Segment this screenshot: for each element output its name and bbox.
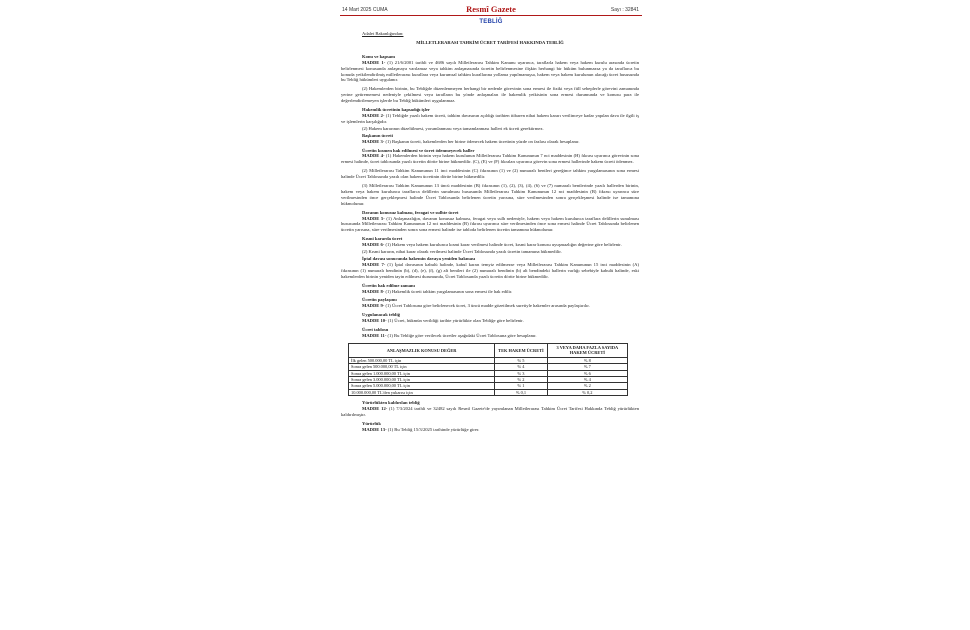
closing-articles <box>341 400 639 433</box>
article-paragraph <box>341 86 639 104</box>
single-arbitrator-fee-cell: % 3 <box>495 370 548 376</box>
article-heading: Kısmi kararda ücret <box>362 236 403 242</box>
single-arbitrator-fee-cell: % 4 <box>495 364 548 370</box>
article-text: (1) Başkanın ücreti, hakemlerden her birine ödenecek hakem ücretinin yüzde on fazlası olarak hesaplanır. <box>384 138 580 144</box>
article-text: (1) İptal davasının kabulü halinde, kabul kararı temyiz edilmezse veya Milletlerarası Tahkim Kanununun 15 inci maddesinin (A) fıkrasının (1) numaralı bendinin (b), (d), (e), (f), (g) alt bentleri ile (2) numaralı bendinin (b) alt bendindeki hallerin varlığı sebebiyle kabulü halinde, eski hakemlerden birinin yeniden tayin edilmesi durumunda, Ücret Tablosunda yazılı ücretin dörtte birine hükmedilir. <box>341 261 639 279</box>
dispute-value-cell: Sonra gelen 5.000.000,00 TL için <box>349 383 495 389</box>
article-paragraph <box>341 153 639 165</box>
panel-fee-cell: % 6 <box>547 370 627 376</box>
article-number: MADDE 11- <box>362 332 387 338</box>
panel-fee-cell: % 2 <box>547 383 627 389</box>
ministry-name: Adalet Bakanlığından: <box>362 31 404 36</box>
article-text: (2) Hakem kararının düzeltilmesi, yorumlanması veya tamamlanması halleri ek ücreti gerektirmez. <box>362 125 544 131</box>
article-text: (1) Anlaşmazlığın, davanın konusuz kalması, feragat veya sulh nedeniyle, hakem veya hakem kurulunca taraflara delillerin sunulması hususunda Milletlerarası Tahkim Kanununun 12 nci maddesinin (B) fıkrası uyarınca süre verilmesinden önce sona ermesi halinde Ücret Tablosunda belirlenen ücretin yarısına, süre verilmesinden sonra sona ermesi halinde ise tabloda belirlenen ücretin tamamına hükmolunur. <box>341 215 639 233</box>
fee-table-header: ANLAŞMAZLIK KONUSU DEĞER <box>349 343 495 357</box>
dispute-value-cell: İlk gelen 500.000,00 TL için <box>349 357 495 363</box>
article-text: (1) Tebliğde yazılı hakem ücreti, tahkim davasının açıldığı tarihten itibaren nihai hakem kararı verilinceye kadar yapılan dava ile ilgili iş ve işlemlerin karşılığıdır. <box>341 112 639 124</box>
article-paragraph <box>341 183 639 207</box>
panel-fee-cell: % 7 <box>547 364 627 370</box>
article-text: (2) Hakemlerden birinin, bu Tebliğde düzenlenmeyen herhangi bir nedenle görevinin sona ermesi ile fiziki veya fiilî sebeplerle görevini zamanında yerine getirememesi nedeniyle çekilmesi veya tarafların bu yönde anlaşmaları ile hakemlik yetkisinin sona ermesi durumunda ve konusu para ile değerlendirilemeyen işlerde bu Tebliğ hükümleri uygulanmaz. <box>341 86 639 104</box>
page-header <box>340 4 642 16</box>
issue-number: Sayı : 32841 <box>610 7 639 13</box>
article-heading: Ücretin kısmen hak edilmesi ve ücret ödenmeyecek haller <box>362 147 475 153</box>
article-heading: Davanın konusuz kalması, feragat ve sulhte ücret <box>362 209 459 215</box>
fee-table-row <box>349 389 628 395</box>
article-number: MADDE 10- <box>362 318 387 324</box>
fee-table-header: TEK HAKEM ÜCRETİ <box>495 343 548 357</box>
article-paragraph <box>341 60 639 84</box>
fee-table-header-row <box>349 343 628 357</box>
gazette-page <box>340 4 642 25</box>
newspaper-title: Resmî Gazete <box>466 4 516 14</box>
article-paragraph <box>341 333 639 339</box>
article-text: (2) Kısmi kararın, nihai karar olarak verilmesi halinde Ücret Tablosunda yazılı ücretin tamamına hükmedilir. <box>362 249 562 255</box>
dispute-value-cell: Sonra gelen 3.000.000,00 TL için <box>349 376 495 382</box>
dispute-value-cell: Sonra gelen 500.000,00 TL için <box>349 364 495 370</box>
article-paragraph <box>341 139 639 145</box>
document-title: MİLLETLERARASI TAHKİM ÜCRET TARİFESİ HAKKINDA TEBLİĞ <box>416 39 564 45</box>
article-number: MADDE 9- <box>362 303 385 309</box>
article-number: MADDE 12- <box>362 406 388 412</box>
article-text: (3) Milletlerarası Tahkim Kanununun 13 üncü maddesinin (B) fıkrasının (1), (2), (3), (4), (6) ve (7) numaralı bentlerinde yazılı hallerden birinin, hakem veya hakem kurulunca taraflarca delillerin sunulması hususunda Milletlerarası Tahkim Kanununun 12 nci maddesinin (B) fıkrası uyarınca süre verilmesinden önce gerçekleşmesi halinde Ücret Tablosunda belirlenen ücretin yarısına, süre verilmesinden sonra gerçekleşmesi halinde ise tamamına hükmolunur. <box>341 183 639 206</box>
article-paragraph <box>341 126 639 132</box>
panel-fee-cell: % 0,2 <box>547 389 627 395</box>
article-text: (2) Milletlerarası Tahkim Kanununun 11 inci maddesinin (C) fıkrasının (1) ve (2) numaralı bentleri gereğince tahkim yargılamasının sona ermesi halinde Ücret Tablosunda yazılı olan hakem ücretinin dörtte birine hükmedilir. <box>341 168 639 180</box>
single-arbitrator-fee-cell: % 5 <box>495 357 548 363</box>
article-heading: Yürürlük <box>362 420 381 426</box>
article-text: (1) Hakemlerden birinin veya hakem kurulunun Milletlerarası Tahkim Kanununun 7 nci maddesinin (H) fıkrası uyarınca görevinin sona ermesi halinde, ücret tablosunda yazılı ücretin dörtte birine hükmedilir. (C), (E) ve (F) fıkraları uyarınca görevin sona ermesi hallerinde hakem ücreti ödenmez. <box>341 153 639 165</box>
article-paragraph <box>341 318 639 324</box>
article-number: MADDE 1- <box>362 59 386 65</box>
dispute-value-cell: 10.000.000,00 TL'den yukarısı için <box>349 389 495 395</box>
article-heading: Başkanın ücreti <box>362 132 393 138</box>
article-heading: Yürürlükten kaldırılan tebliğ <box>362 400 420 406</box>
article-paragraph <box>341 262 639 280</box>
article-number: MADDE 5- <box>362 215 385 221</box>
article-paragraph <box>341 113 639 125</box>
article-text: (1) 7/3/2024 tarihli ve 32482 sayılı Resmî Gazete'de yayımlanan Milletlerarası Tahkim Ücret Tarifesi Hakkında Tebliğ yürürlükten kaldırılmıştır. <box>341 406 639 417</box>
article-paragraph <box>341 216 639 234</box>
article-text: (1) 21/6/2001 tarihli ve 4686 sayılı Milletlerarası Tahkim Kanunu uyarınca, taraflarla hakem veya hakem kurulu arasında ücretin belirlenmesi konusunda anlaşmaya varılamaz veya tahkim anlaşmasında ücretin belirlenmesine ilişkin herhangi bir hüküm bulunmazsa ya da taraflarca bu konuda yetkilendirilmiş milletlerarası kurallara veya kurumsal tahkim kurallarına yollama yapılmamışsa, hakem veya hakem kurulunun alacağı ücret hususunda bu Tebliğ hükümleri uygulanır. <box>341 59 639 83</box>
article-number: MADDE 8- <box>362 288 385 294</box>
article-paragraph <box>341 168 639 180</box>
article-heading: Ücretin hak edilme zamanı <box>362 282 415 288</box>
article-heading: Ücretin paylaşımı <box>362 297 397 303</box>
article-text: (1) Hakem veya hakem kurulunca kısmi karar verilmesi halinde ücret, kısmi karar konusu uyuşmazlığın değerine göre belirlenir. <box>384 242 622 248</box>
publication-date: 14 Mart 2025 CUMA <box>342 7 388 13</box>
dispute-value-cell: Sonra gelen 1.000.000,00 TL için <box>349 370 495 376</box>
article-number: MADDE 4- <box>362 153 385 159</box>
single-arbitrator-fee-cell: % 2 <box>495 376 548 382</box>
article-heading: Hakemlik ücretinin kapsadığı işler <box>362 107 430 113</box>
article-number: MADDE 6- <box>362 242 385 248</box>
article-heading: Uygulanacak tebliğ <box>362 312 400 318</box>
article-text: (1) Bu Tebliğ 15/3/2025 tarihinde yürürlüğe girer. <box>386 426 480 432</box>
article-paragraph <box>341 249 639 255</box>
section-label: TEBLİĞ <box>479 19 503 25</box>
panel-fee-cell: % 4 <box>547 376 627 382</box>
article-text: (1) Ücret Tablosuna göre belirlenecek ücret, 3 üncü madde gözetilmek suretiyle hakemler arasında paylaştırılır. <box>384 303 590 309</box>
article-number: MADDE 7- <box>362 261 386 267</box>
article-paragraph <box>341 289 639 295</box>
article-heading: İptal davası sonucunda hakemin davaya yeniden bakması <box>362 256 476 261</box>
article-paragraph <box>341 303 639 309</box>
article-heading: Konu ve kapsam <box>362 53 395 59</box>
document-body <box>341 31 639 436</box>
article-paragraph <box>341 242 639 248</box>
article-number: MADDE 13- <box>362 426 387 432</box>
single-arbitrator-fee-cell: % 1 <box>495 383 548 389</box>
article-number: MADDE 2- <box>362 112 385 118</box>
article-list <box>341 54 639 339</box>
single-arbitrator-fee-cell: % 0,1 <box>495 389 548 395</box>
panel-fee-cell: % 8 <box>547 357 627 363</box>
article-paragraph <box>341 427 639 433</box>
article-text: (1) Ücret, hükmün verildiği tarihte yürürlükte olan Tebliğe göre belirlenir. <box>386 318 524 324</box>
article-text: (1) Bu Tebliğe göre verilecek ücretler aşağıdaki Ücret Tablosuna göre hesaplanır. <box>386 332 537 338</box>
fee-table <box>348 343 628 396</box>
article-number: MADDE 3- <box>362 138 385 144</box>
article-heading: Ücret tablosu <box>362 327 389 333</box>
article-text: (1) Hakemlik ücreti tahkim yargılamasının sona ermesi ile hak edilir. <box>384 288 513 294</box>
article-paragraph <box>341 406 639 418</box>
fee-table-header: 3 VEYA DAHA FAZLA SAYIDA HAKEM ÜCRETİ <box>547 343 627 357</box>
